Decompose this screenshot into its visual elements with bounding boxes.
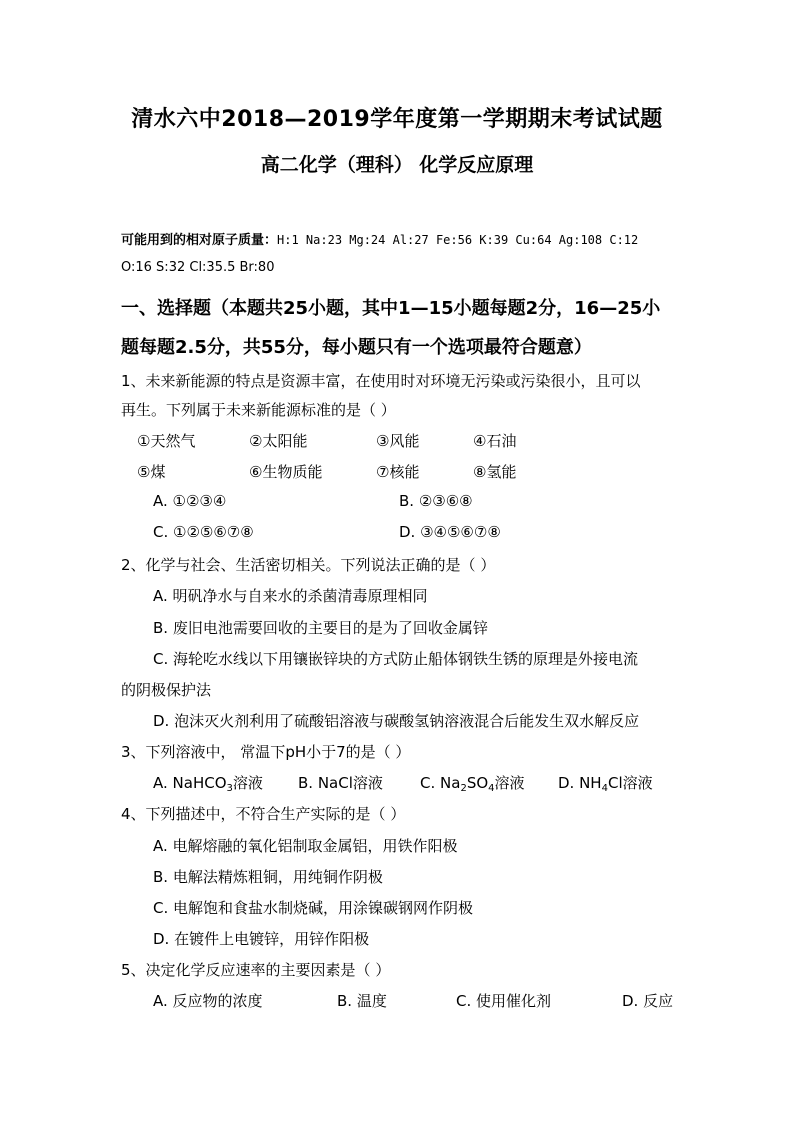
q3-d-suffix: Cl溶液 — [607, 774, 653, 792]
q1-stem-line-2: 再生。下列属于未来新能源标准的是（ ） — [121, 401, 396, 419]
q3-option-c — [420, 772, 525, 794]
q3-c-text: C. Na — [420, 774, 461, 792]
q3-a-suffix: 溶液 — [232, 774, 263, 792]
q2-option-a: A. 明矾净水与自来水的杀菌清毒原理相同 — [153, 587, 428, 605]
q1-item: ⑧氢能 — [473, 463, 517, 481]
q3-d-text: D. NH — [558, 774, 602, 792]
q3-option-b: B. NaCl溶液 — [298, 774, 383, 792]
q1-option-c: C. ①②⑤⑥⑦⑧ — [153, 523, 254, 541]
atomic-mass-line-2: O:16 S:32 Cl:35.5 Br:80 — [121, 260, 275, 275]
exam-subtitle: 高二化学（理科） 化学反应原理 — [260, 154, 534, 176]
q1-option-a: A. ①②③④ — [153, 492, 227, 510]
q3-a-subscript: 3 — [226, 783, 233, 794]
q1-item: ①天然气 — [137, 432, 196, 450]
q3-c-subscript-2: 4 — [488, 783, 495, 794]
q5-option-a: A. 反应物的浓度 — [153, 992, 263, 1010]
q2-option-c-line-2: 的阴极保护法 — [121, 681, 212, 699]
q5-stem: 5、决定化学反应速率的主要因素是（ ） — [121, 961, 391, 979]
q3-option-d — [558, 772, 653, 794]
q1-item: ⑦核能 — [376, 463, 420, 481]
q1-item: ⑤煤 — [137, 463, 166, 481]
q1-item: ④石油 — [473, 432, 517, 450]
q3-stem: 3、下列溶液中， 常温下pH小于7的是（ ） — [121, 743, 411, 761]
q2-option-d: D. 泡沫灭火剂利用了硫酸铝溶液与碳酸氢钠溶液混合后能发生双水解反应 — [153, 712, 640, 730]
q5-option-c: C. 使用催化剂 — [456, 992, 552, 1010]
q2-stem: 2、化学与社会、生活密切相关。下列说法正确的是（ ） — [121, 556, 496, 574]
q1-stem-line-1: 1、未来新能源的特点是资源丰富，在使用时对环境无污染或污染很小，且可以 — [121, 372, 641, 390]
q4-stem: 4、下列描述中，不符合生产实际的是（ ） — [121, 805, 406, 823]
q4-option-c: C. 电解饱和食盐水制烧碱，用涂镍碳钢网作阴极 — [153, 899, 474, 917]
q5-option-d: D. 反应 — [622, 992, 674, 1010]
q1-option-b: B. ②③⑥⑧ — [399, 492, 473, 510]
atomic-mass-label: 可能用到的相对原子质量： — [121, 233, 278, 248]
q1-item: ②太阳能 — [249, 432, 308, 450]
q3-option-a — [153, 772, 263, 794]
q4-option-a: A. 电解熔融的氧化铝制取金属铝，用铁作阳极 — [153, 837, 458, 855]
q3-c-suffix: 溶液 — [494, 774, 525, 792]
q2-option-c-line-1: C. 海轮吃水线以下用镶嵌锌块的方式防止船体钢铁生锈的原理是外接电流 — [153, 650, 639, 668]
q4-option-d: D. 在镀件上电镀锌，用锌作阳极 — [153, 930, 370, 948]
q3-c-subscript-1: 2 — [460, 783, 467, 794]
section-heading-line-2: 题每题2.5分，共55分，每小题只有一个选项最符合题意） — [121, 337, 592, 358]
atomic-mass-values: H:1 Na:23 Mg:24 Al:27 Fe:56 K:39 Cu:64 Ag:108 C:12 — [277, 233, 639, 247]
q1-option-d: D. ③④⑤⑥⑦⑧ — [399, 523, 501, 541]
section-heading-line-1: 一、选择题（本题共25小题，其中1—15小题每题2分，16—25小 — [121, 298, 661, 319]
q2-option-b: B. 废旧电池需要回收的主要目的是为了回收金属锌 — [153, 619, 488, 637]
atomic-mass-line-1 — [121, 229, 638, 248]
q5-option-b: B. 温度 — [337, 992, 387, 1010]
q1-item: ⑥生物质能 — [249, 463, 323, 481]
q4-option-b: B. 电解法精炼粗铜，用纯铜作阴极 — [153, 868, 383, 886]
q3-a-text: A. NaHCO — [153, 774, 227, 792]
q3-c-middle: SO — [466, 774, 489, 792]
q3-d-subscript: 4 — [601, 783, 608, 794]
exam-title: 清水六中2018—2019学年度第一学期期末考试试题 — [131, 107, 663, 132]
q1-item: ③风能 — [376, 432, 420, 450]
